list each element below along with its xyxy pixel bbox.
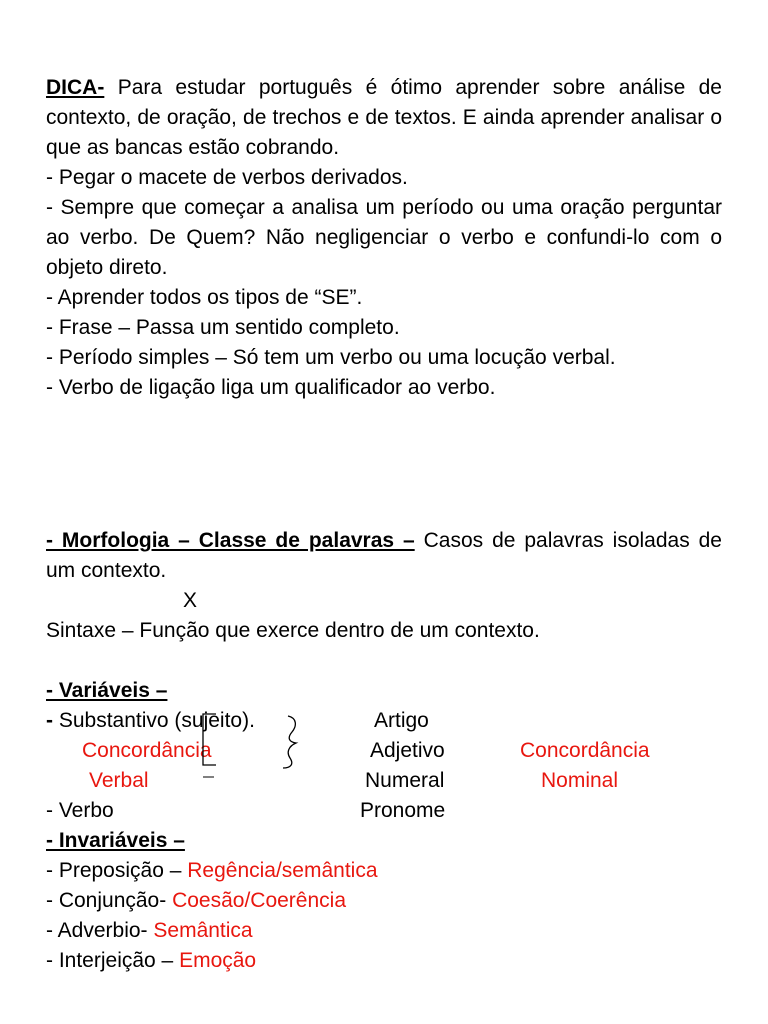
variable-heading: - Variáveis – xyxy=(46,679,168,702)
brace-mark xyxy=(283,716,296,768)
tip-intro-text: Para estudar português é ótimo aprender sobre análise de contexto, de oração, de trechos e de textos. E ainda aprender analisar o que as bancas estão cobrando. xyxy=(46,76,722,159)
tip-item: - Sempre que começar a analisa um período ou uma oração perguntar ao verbo. De Quem? Não negligenciar o verbo e confundi-lo com o objeto direto. xyxy=(46,196,722,279)
word-class-note: Semântica xyxy=(153,919,253,942)
tip-item: - Pegar o macete de verbos derivados. xyxy=(46,166,408,189)
numeral-label: Numeral xyxy=(365,769,445,792)
verbal-agreement-label: Verbal xyxy=(89,769,149,792)
tip-item: - Aprender todos os tipos de “SE”. xyxy=(46,286,363,309)
tip-item: - Período simples – Só tem um verbo ou uma locução verbal. xyxy=(46,346,616,369)
word-class-note: Regência/semântica xyxy=(187,859,378,882)
tip-item: - Verbo de ligação liga um qualificador ao verbo. xyxy=(46,376,496,399)
word-class: - Adverbio- xyxy=(46,919,154,942)
noun-dash: - xyxy=(46,709,53,732)
adjective-label: Adjetivo xyxy=(370,739,445,762)
versus-mark: X xyxy=(183,589,198,612)
syntax-definition: Sintaxe – Função que exerce dentro de um contexto. xyxy=(46,619,540,642)
word-class-note: Emoção xyxy=(179,949,257,972)
bracket-mark xyxy=(203,714,216,765)
invariable-item xyxy=(46,916,253,946)
verb-label: - Verbo xyxy=(46,799,114,822)
noun-label: Substantivo (sujeito). xyxy=(53,709,255,732)
invariable-item xyxy=(46,886,346,916)
word-class: - Preposição – xyxy=(46,859,188,882)
tip-item: - Frase – Passa um sentido completo. xyxy=(46,316,400,339)
morphology-text: Casos de palavras isoladas de um contexto. xyxy=(46,529,722,582)
invariable-item xyxy=(46,856,378,886)
pronoun-label: Pronome xyxy=(360,799,446,822)
morphology-heading: - Morfologia – Classe de palavras – xyxy=(46,529,415,552)
invariable-heading: - Invariáveis – xyxy=(46,829,185,852)
tip-label: DICA- xyxy=(46,76,105,99)
article-label: Artigo xyxy=(374,709,429,732)
word-class-note: Coesão/Coerência xyxy=(172,889,346,912)
nominal-agreement-label: Nominal xyxy=(541,769,619,792)
word-class: - Interjeição – xyxy=(46,949,180,972)
verbal-agreement-label: Concordância xyxy=(82,739,212,762)
invariable-item xyxy=(46,946,256,976)
nominal-agreement-label: Concordância xyxy=(520,739,650,762)
word-class: - Conjunção- xyxy=(46,889,173,912)
